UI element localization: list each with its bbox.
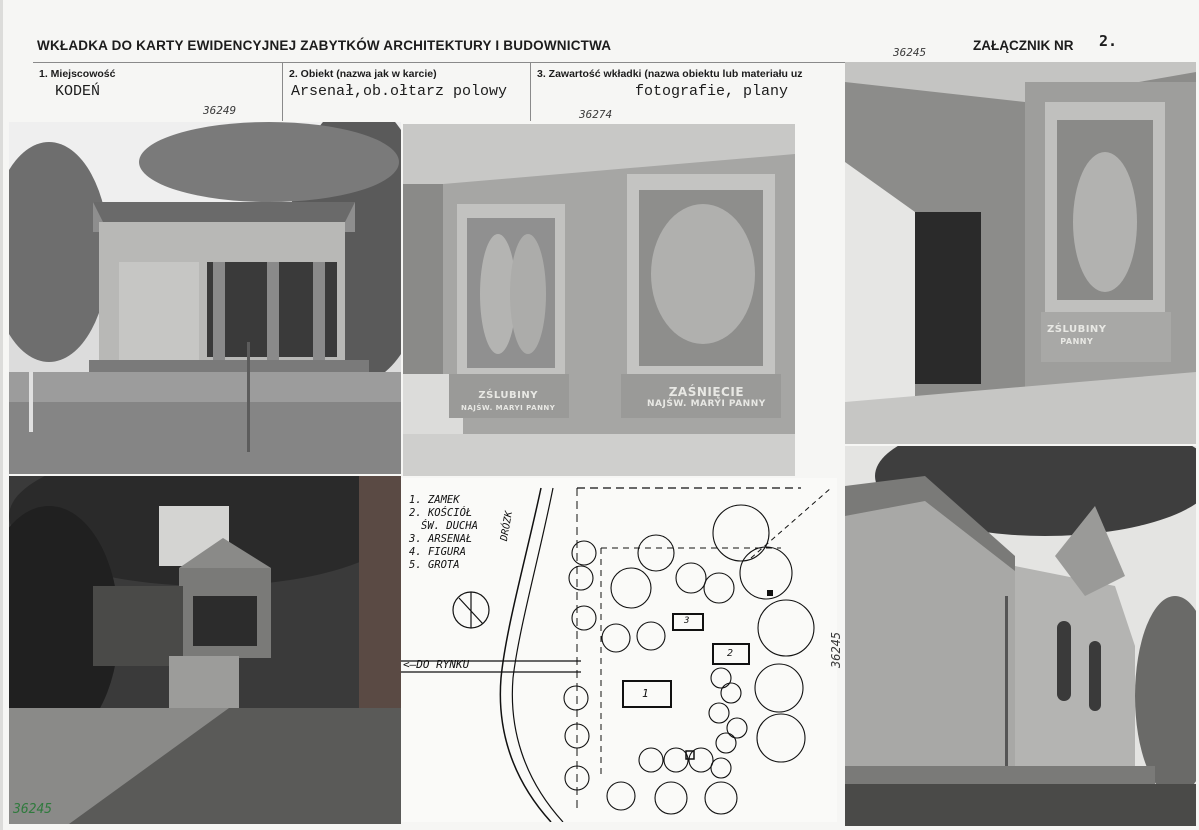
- plaque-line: NAJŚW. MARYI PANNY: [461, 404, 556, 412]
- plaque-line: ZAŚNIĘCIE: [668, 385, 745, 399]
- sheet-title: WKŁADKA DO KARTY EWIDENCYJNEJ ZABYTKÓW ARCHITEKTURY I BUDOWNICTWA: [37, 38, 612, 53]
- field-value: Arsenał,ob.ołtarz polowy: [291, 83, 508, 100]
- plaque-line: ZŚLUBINY: [478, 390, 538, 401]
- plaque-line: NAJŚW. MARYI PANNY: [647, 399, 766, 409]
- legend-item: 1. ZAMEK: [409, 494, 460, 506]
- photo-interior-reliefs: [403, 124, 795, 476]
- plaque-right: [1047, 324, 1107, 348]
- legend-item: 4. FIGURA: [409, 546, 466, 558]
- legend-item: ŚW. DUCHA: [421, 520, 478, 532]
- legend-item: 5. GROTA: [409, 559, 460, 571]
- field-label: 3. Zawartość wkładki (nazwa obiektu lub materiału uz: [537, 68, 803, 80]
- field-value: KODEŃ: [55, 83, 101, 100]
- direction-label-text: DO RYNKU: [416, 658, 470, 671]
- annex-number: 2.: [1099, 32, 1118, 50]
- legend-item: 3. ARSENAŁ: [409, 533, 473, 545]
- field-locality: [33, 63, 283, 121]
- handwritten-number-side: 36245: [829, 631, 843, 668]
- field-label: 1. Miejscowość: [39, 68, 116, 80]
- plaque-line: ZŚLUBINY: [1047, 324, 1107, 335]
- handwritten-number-photo2: 36274: [579, 108, 613, 121]
- road-label: DRÓZK: [499, 510, 516, 542]
- direction-label: <–DO RYNKU: [403, 658, 470, 671]
- photo-interior-door: [845, 62, 1196, 444]
- field-value: fotografie, plany: [635, 83, 789, 100]
- building-number-2: 2: [727, 648, 734, 659]
- plaque-line: PANNY: [1060, 337, 1094, 346]
- photo-building-trees: [9, 476, 401, 824]
- photo-building-side: [845, 446, 1196, 826]
- legend-item: 2. KOŚCIÓŁ: [409, 507, 473, 519]
- annex-label: ZAŁĄCZNIK NR: [973, 38, 1074, 53]
- handwritten-number-bottom: 36245: [13, 802, 53, 817]
- plaque-center: [647, 386, 766, 410]
- handwritten-number-top: 36245: [893, 46, 927, 59]
- building-number-3: 3: [684, 616, 690, 626]
- site-plan: [401, 478, 837, 822]
- plan-legend: [409, 494, 478, 572]
- photo-arsenal-exterior: [9, 122, 401, 474]
- building-number-1: 1: [642, 687, 649, 700]
- field-object: [283, 63, 531, 121]
- handwritten-number-photo1: 36249: [203, 104, 237, 117]
- field-row: [33, 62, 845, 120]
- field-label: 2. Obiekt (nazwa jak w karcie): [289, 68, 437, 80]
- plaque-left: [461, 390, 555, 414]
